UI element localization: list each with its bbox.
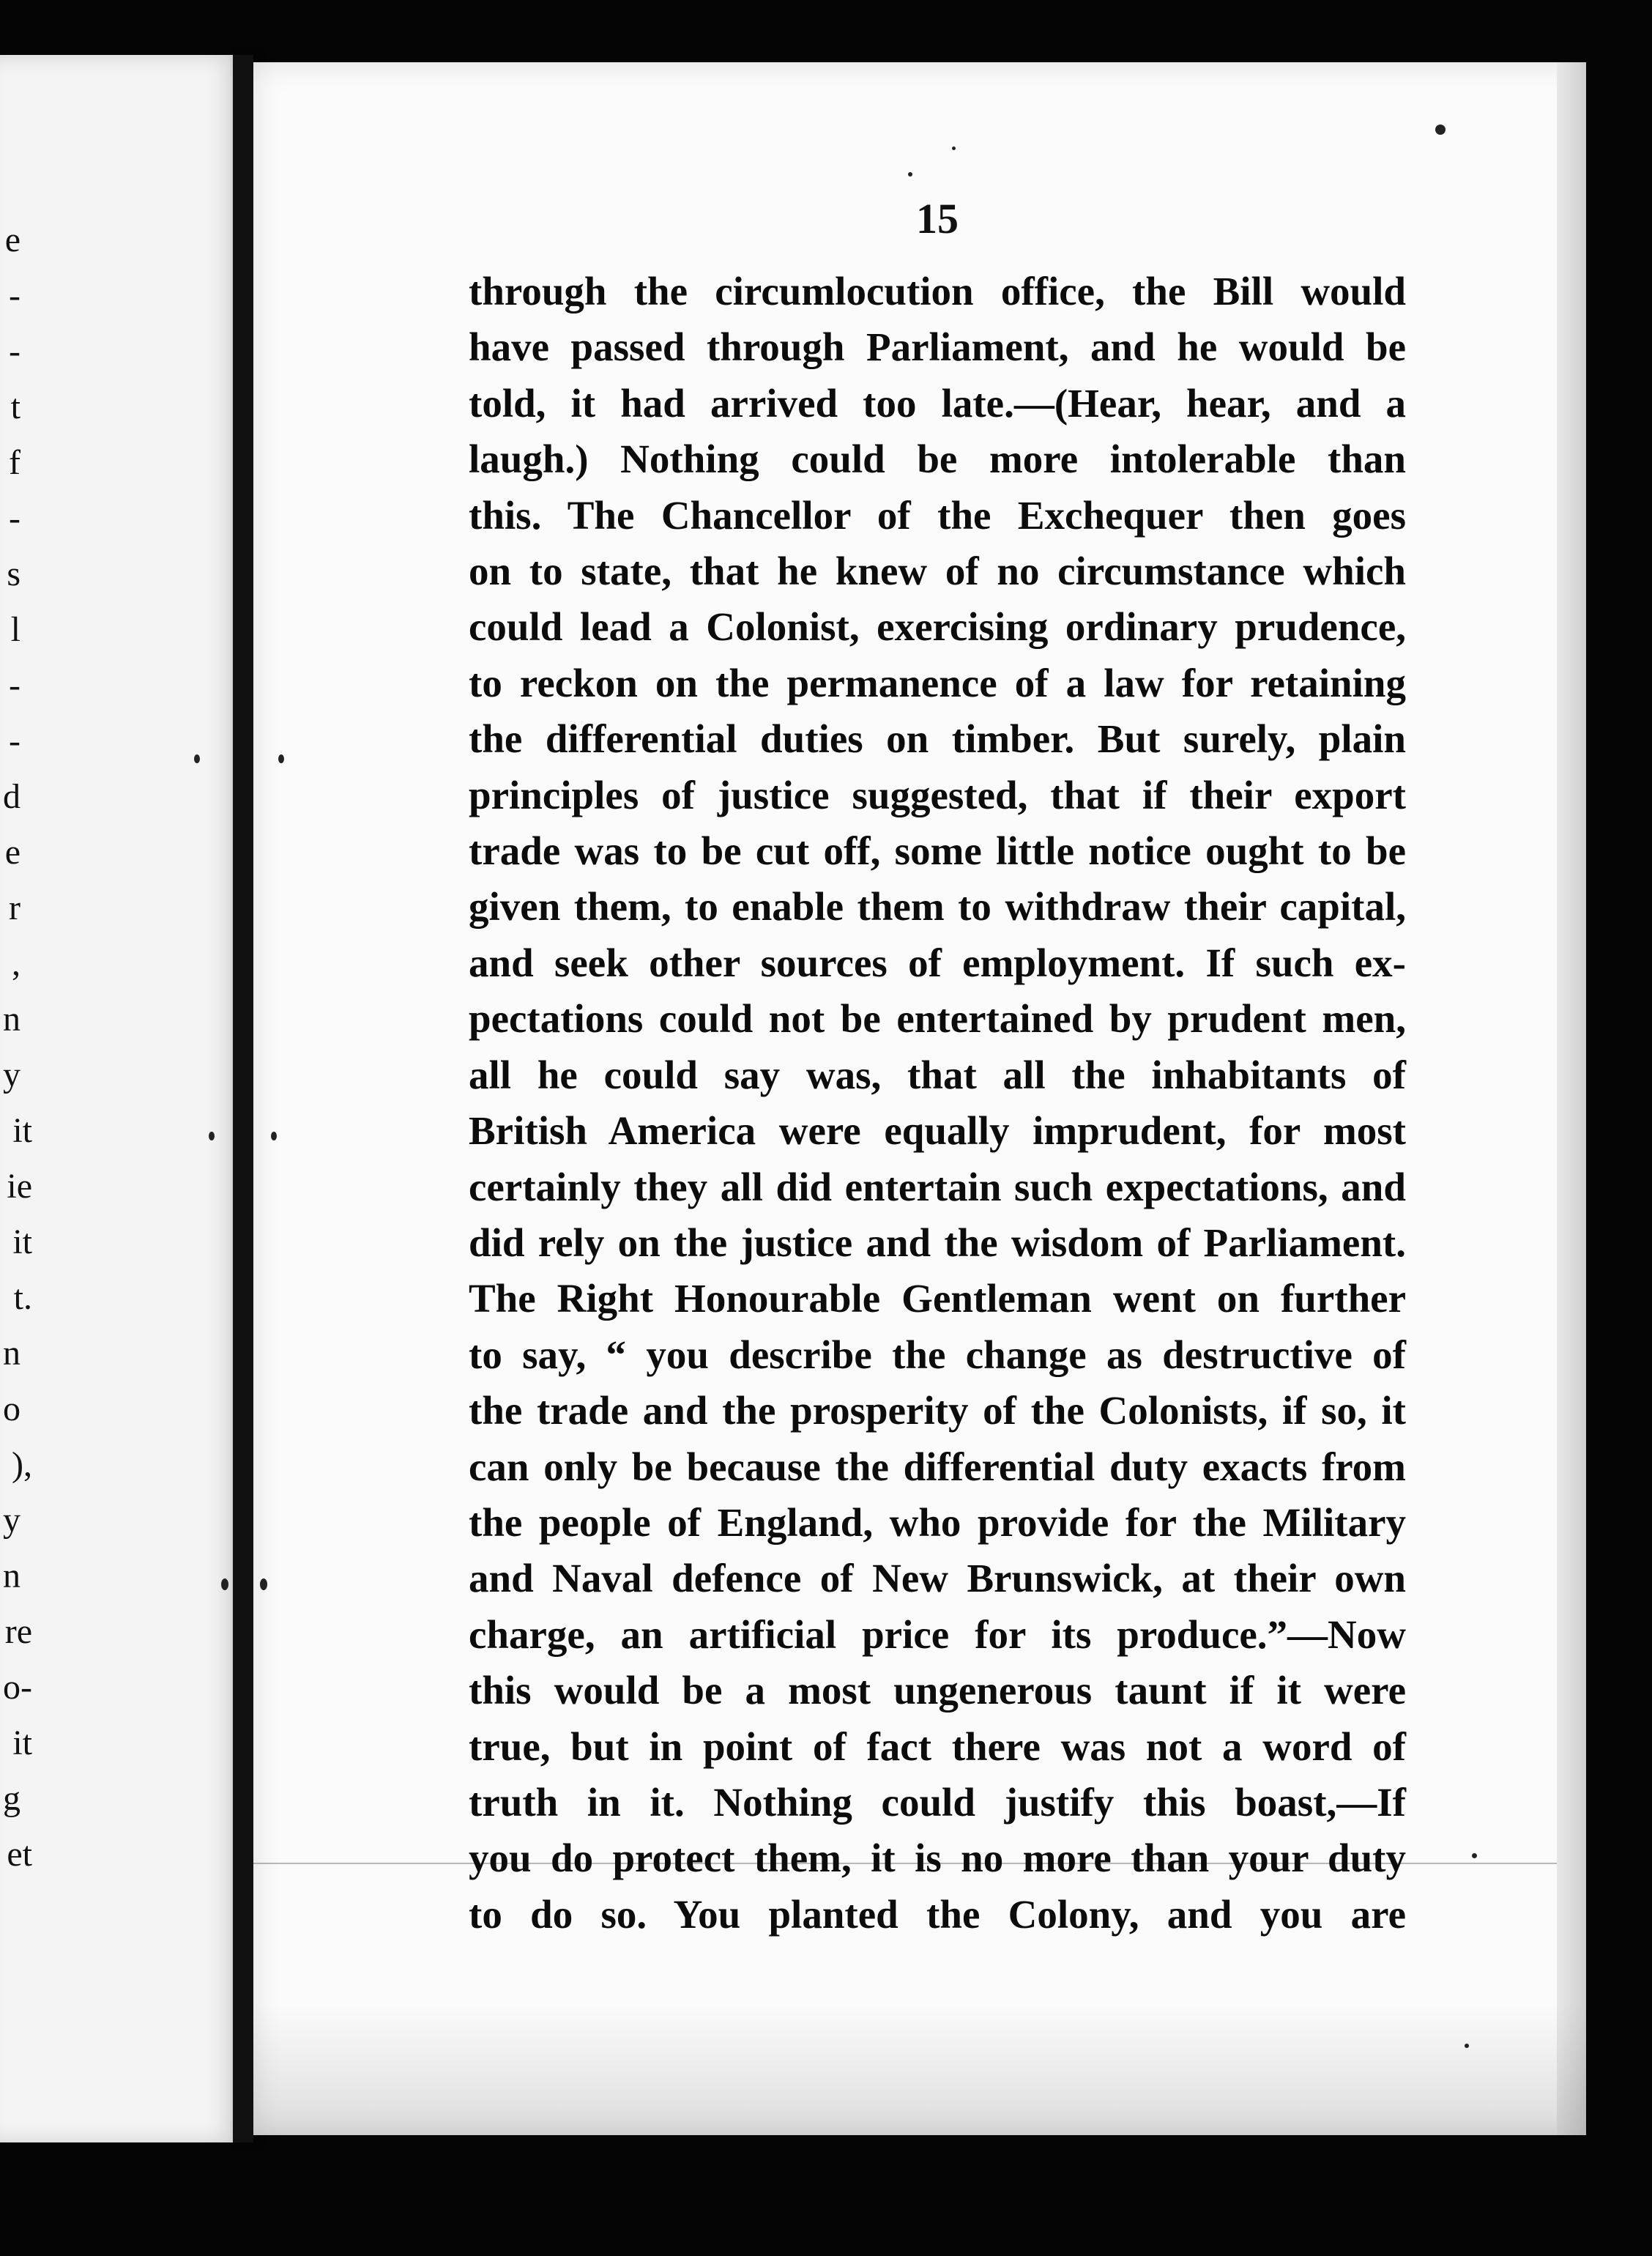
text-line: the differential duties on timber. But surely, plain: [469, 716, 1406, 762]
text-line: principles of justice suggested, that if their export: [469, 772, 1406, 817]
previous-page-fragment: d: [3, 777, 21, 816]
previous-page-fragment: n: [3, 1000, 21, 1039]
page-number: 15: [916, 195, 959, 242]
text-line: trade was to be cut off, some little notice ought to be: [469, 828, 1406, 874]
text-line: you do protect them, it is no more than your duty: [469, 1836, 1406, 1881]
scan-speck: [278, 754, 284, 763]
previous-page-fragment: g: [3, 1779, 21, 1818]
scan-speck: [221, 1578, 228, 1590]
previous-page-fragment: y: [3, 1055, 21, 1094]
text-line: have passed through Parliament, and he would be: [469, 324, 1406, 370]
previous-page-fragment: s: [7, 554, 21, 593]
previous-page-fragment: it: [12, 1111, 32, 1150]
text-line: and Naval defence of New Brunswick, at their own: [469, 1556, 1406, 1601]
text-line: told, it had arrived too late.—(Hear, hear, and a: [469, 380, 1406, 426]
book-spine: [233, 55, 253, 2142]
previous-page-fragment: e: [4, 833, 21, 872]
previous-page-fragment: e: [4, 220, 21, 259]
previous-page-fragment: n: [3, 1334, 21, 1373]
previous-page-fragment: -: [9, 276, 21, 315]
text-line: true, but in point of fact there was not a word of: [469, 1723, 1406, 1769]
previous-page-fragment: t: [10, 387, 21, 426]
scan-speck: [194, 754, 200, 763]
text-line: to reckon on the permanence of a law for retaining: [469, 660, 1406, 705]
scan-speck: [952, 146, 956, 150]
page-edge-shadow: [1557, 62, 1586, 2135]
scan-speck: [1472, 1853, 1477, 1858]
scan-speck: [1465, 2044, 1469, 2048]
text-line: through the circumlocution office, the Bill would: [469, 269, 1406, 313]
text-line: pectations could not be entertained by prudent men,: [469, 996, 1406, 1042]
scan-speck: [1435, 125, 1446, 135]
previous-page-fragment: -: [9, 721, 21, 760]
scan-speck: [271, 1132, 277, 1140]
previous-page-fragment: -: [9, 332, 21, 371]
body-text: [469, 264, 1406, 1943]
previous-page-fragment: l: [10, 610, 21, 649]
previous-page-text-fragments: [0, 55, 242, 2142]
page-bottom-shadow: [253, 2003, 1586, 2135]
text-line: to say, “ you describe the change as destructive of: [469, 1332, 1406, 1377]
previous-page-fragment: y: [3, 1501, 21, 1540]
previous-page-margin: [0, 55, 242, 2142]
previous-page-fragment: it: [12, 1723, 32, 1762]
text-line: British America were equally imprudent, for most: [469, 1108, 1406, 1154]
scan-speck: [209, 1132, 215, 1140]
previous-page-fragment: ),: [12, 1445, 32, 1484]
text-line: all he could say was, that all the inhabitants of: [469, 1052, 1406, 1097]
previous-page-fragment: t.: [13, 1278, 32, 1317]
scan-speck: [908, 172, 912, 177]
text-line: and seek other sources of employment. If such ex-: [469, 940, 1406, 985]
previous-page-fragment: -: [9, 499, 21, 538]
text-line: to do so. You planted the Colony, and you are: [469, 1891, 1406, 1937]
previous-page-fragment: ,: [12, 944, 21, 983]
text-line: laugh.) Nothing could be more intolerable than: [469, 437, 1406, 482]
text-line: the people of England, who provide for the Military: [469, 1499, 1406, 1545]
text-line: The Right Honourable Gentleman went on further: [469, 1276, 1406, 1321]
previous-page-fragment: o-: [3, 1668, 32, 1707]
text-line: charge, an artificial price for its produce.”—Now: [469, 1611, 1406, 1657]
text-line: can only be because the differential duty exacts from: [469, 1444, 1406, 1489]
scan-speck: [260, 1578, 267, 1590]
previous-page-fragment: f: [9, 443, 21, 482]
text-line: the trade and the prosperity of the Colonists, if so, it: [469, 1388, 1406, 1433]
text-line: certainly they all did entertain such expectations, and: [469, 1164, 1406, 1209]
previous-page-fragment: r: [9, 888, 21, 927]
text-line: this would be a most ungenerous taunt if it were: [469, 1668, 1406, 1713]
previous-page-fragment: -: [9, 666, 21, 705]
text-line: this. The Chancellor of the Exchequer then goes: [469, 492, 1406, 538]
text-line: on to state, that he knew of no circumstance which: [469, 549, 1406, 594]
previous-page-fragment: it: [12, 1222, 32, 1261]
text-line: could lead a Colonist, exercising ordinary prudence,: [469, 604, 1406, 650]
previous-page-fragment: n: [3, 1556, 21, 1595]
text-line: given them, to enable them to withdraw their capital,: [469, 884, 1406, 930]
previous-page-fragment: re: [4, 1612, 32, 1651]
text-line: did rely on the justice and the wisdom of Parliament.: [469, 1220, 1406, 1265]
previous-page-fragment: et: [7, 1835, 32, 1874]
text-line: truth in it. Nothing could justify this boast,—If: [469, 1779, 1406, 1825]
previous-page-fragment: o: [3, 1389, 21, 1428]
previous-page-fragment: ie: [7, 1167, 32, 1206]
